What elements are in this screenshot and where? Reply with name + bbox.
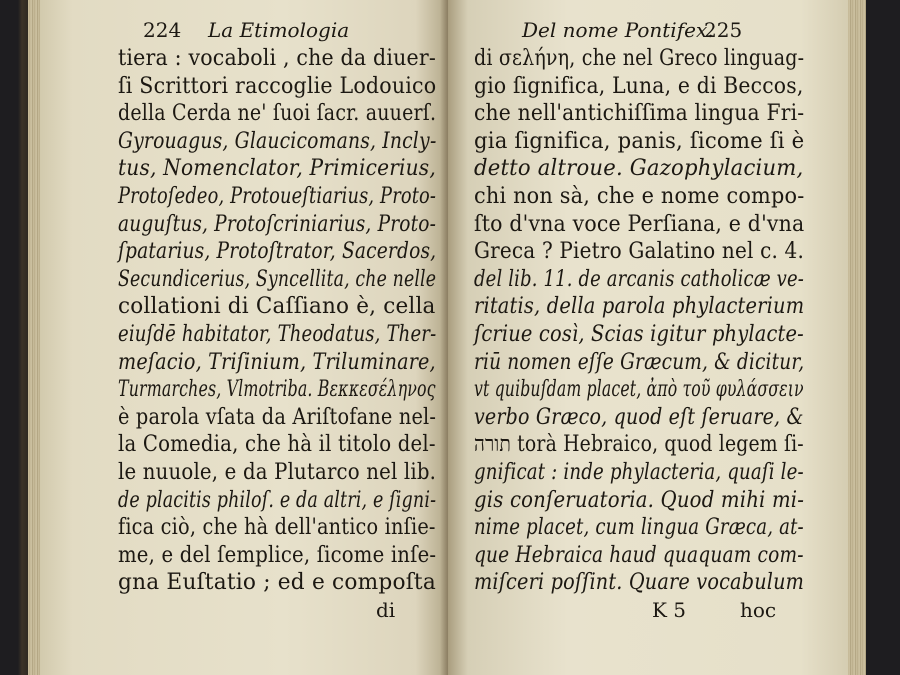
text-line: detto altroue. Gazophylacium, bbox=[474, 156, 804, 182]
text-line: gia ſignifica, panis, ſicome ſi è bbox=[474, 128, 805, 154]
text-line: collationi di Caſſiano è, cella bbox=[118, 294, 436, 320]
text-line: ritatis, della parola phylacterium bbox=[474, 294, 805, 320]
text-line: Secundicerius, Syncellita, che nelle bbox=[118, 266, 437, 292]
text-line: gna Euſtatio ; ed e compoſta bbox=[118, 570, 436, 596]
text-line: di σελήνη, che nel Greco linguag- bbox=[474, 46, 805, 71]
text-line: vt quibuſdam placet, ἀπὸ τοῦ φυλάσσειν bbox=[474, 377, 804, 403]
text-line: riū nomen eſſe Græcum, & dicitur, bbox=[474, 349, 805, 375]
text-line: gnificat : inde phylacteria, quaſi le- bbox=[474, 460, 804, 485]
text-line: le nuuole, e da Plutarco nel lib. bbox=[118, 460, 437, 485]
text-line: è parola vſata da Ariſtofane nel- bbox=[118, 404, 437, 430]
left-catchword: di bbox=[376, 598, 396, 622]
right-page bbox=[448, 0, 848, 675]
text-line: nime placet, cum lingua Græca, at- bbox=[474, 515, 804, 541]
text-line: Protoſedeo, Protoueſtiarius, Proto- bbox=[118, 184, 437, 209]
text-line: gio ſignifica, Luna, e di Beccos, bbox=[474, 73, 804, 99]
text-line: me, e del ſemplice, ſicome inſe- bbox=[118, 542, 437, 568]
left-page bbox=[40, 0, 448, 675]
text-line: Gyrouagus, Glaucicomans, Inclу- bbox=[118, 128, 437, 154]
text-line: chi non sà, che e nome compo- bbox=[474, 184, 805, 209]
text-line: della Cerda ne' ſuoi ſacr. auuerſ. bbox=[118, 101, 437, 127]
text-line: fica ciò, che hà dell'antico inſie- bbox=[118, 515, 436, 541]
left-running-title: La Etimologia bbox=[208, 18, 350, 42]
signature-mark: K 5 bbox=[652, 598, 687, 622]
text-line: Greca ? Pietro Galatino nel c. 4. bbox=[474, 239, 804, 265]
text-line: de placitis philoſ. e da altri, e ſigni- bbox=[118, 487, 437, 513]
text-line: eiuſdē habitator, Theodatus, Ther- bbox=[118, 322, 437, 347]
text-line: meſacio, Triſinium, Triluminare, bbox=[118, 349, 436, 375]
text-line: tiera : vocaboli , che da diuer- bbox=[118, 46, 436, 71]
text-line: ſto d'vna voce Perſiana, e d'vna bbox=[474, 211, 805, 237]
text-line: que Hebraica haud quaquam com- bbox=[474, 542, 804, 568]
text-line: ſpatarius, Protoſtrator, Sacerdos, bbox=[118, 239, 437, 265]
text-line: תורה torà Hebraico, quod legem ſi- bbox=[474, 432, 804, 458]
text-line: verbo Græco, quod eſt ſeruare, & bbox=[474, 404, 804, 430]
right-page-edges bbox=[846, 0, 866, 675]
text-line: ſi Scrittori raccoglie Lodouico bbox=[118, 73, 437, 99]
text-line: Turmarches, Vlmotriba. Βεκκεσέληνος bbox=[118, 377, 436, 403]
text-line: auguſtus, Protoſcriniarius, Proto- bbox=[118, 211, 437, 237]
text-line: la Comedia, che hà il titolo del- bbox=[118, 432, 436, 458]
text-line: che nell'antichiſſima lingua Fri- bbox=[474, 101, 805, 127]
right-catchword: hoc bbox=[740, 598, 777, 622]
text-line: tus, Nomenclator, Primicerius, bbox=[118, 156, 436, 182]
text-line: del lib. 11. de arcanis catholicæ ve- bbox=[474, 266, 805, 292]
text-line: gis conſeruatoria. Quod mihi mi- bbox=[474, 487, 805, 513]
right-running-title: Del nome Pontifex. bbox=[522, 18, 714, 42]
left-page-number: 224 bbox=[143, 18, 182, 42]
right-page-number: 225 bbox=[704, 18, 743, 42]
text-line: miſceri poſſint. Quare vocabulum bbox=[474, 570, 805, 596]
text-line: ſcriue così, Scias igitur phylacte- bbox=[474, 322, 804, 347]
